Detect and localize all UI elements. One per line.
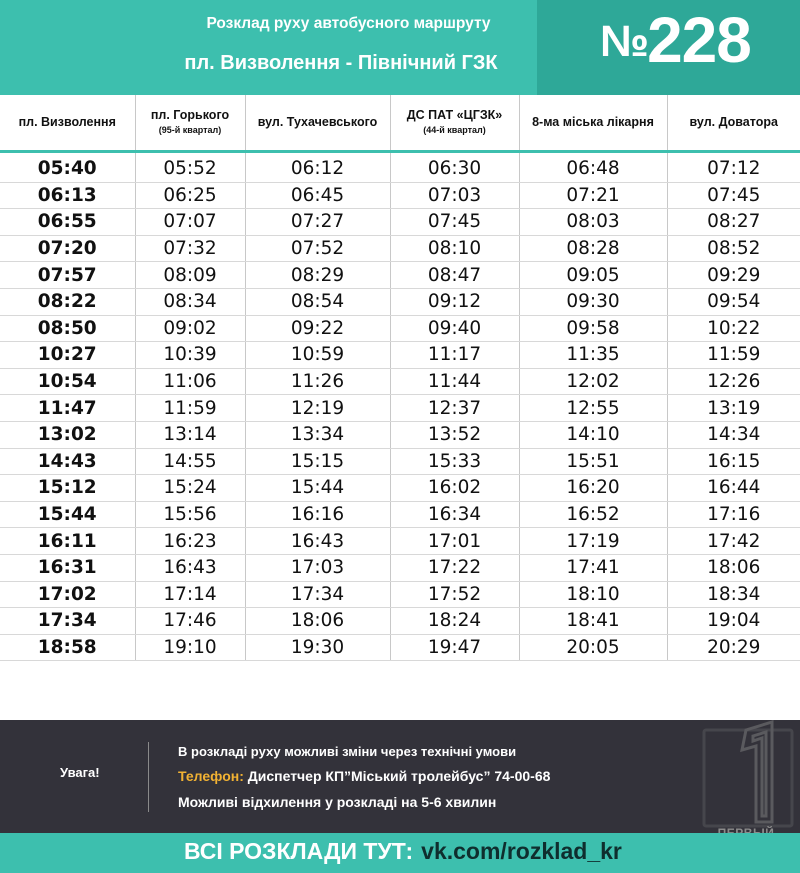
stop-time-cell: 07:27	[245, 209, 390, 236]
schedule-header	[0, 95, 800, 152]
stop-time-cell: 12:02	[519, 368, 667, 395]
departure-time-cell: 07:57	[0, 262, 135, 289]
stop-time-cell: 08:28	[519, 235, 667, 262]
route-number	[600, 4, 751, 76]
stop-time-cell: 17:14	[135, 581, 245, 608]
stop-time-cell: 08:03	[519, 209, 667, 236]
stop-time-cell: 08:52	[667, 235, 800, 262]
stop-time-cell: 14:34	[667, 421, 800, 448]
table-row	[0, 209, 800, 236]
stop-time-cell: 18:24	[390, 608, 519, 635]
stop-time-cell: 06:25	[135, 182, 245, 209]
stop-time-cell: 15:15	[245, 448, 390, 475]
stop-time-cell: 11:59	[667, 342, 800, 369]
footer-label: ВСІ РОЗКЛАДИ ТУТ:	[184, 838, 414, 864]
departure-time-cell: 17:02	[0, 581, 135, 608]
notice-line-phone	[178, 768, 550, 784]
stop-time-cell: 18:10	[519, 581, 667, 608]
stop-time-cell: 09:05	[519, 262, 667, 289]
stop-time-cell: 08:27	[667, 209, 800, 236]
column-header	[0, 95, 135, 152]
stop-time-cell: 09:22	[245, 315, 390, 342]
phone-text: Диспетчер КП”Міський тролейбус” 74-00-68	[243, 768, 551, 784]
stop-time-cell: 07:21	[519, 182, 667, 209]
column-header-name: ДС ПАТ «ЦГЗК»	[406, 108, 503, 123]
table-row	[0, 368, 800, 395]
route-number-value: 228	[647, 4, 751, 76]
table-row	[0, 315, 800, 342]
departure-time-cell: 16:11	[0, 528, 135, 555]
departure-time-cell: 06:13	[0, 182, 135, 209]
stop-time-cell: 10:22	[667, 315, 800, 342]
table-row	[0, 501, 800, 528]
departure-time-cell: 06:55	[0, 209, 135, 236]
departure-time-cell: 08:50	[0, 315, 135, 342]
table-row	[0, 342, 800, 369]
stop-time-cell: 17:41	[519, 554, 667, 581]
stop-time-cell: 16:23	[135, 528, 245, 555]
stop-time-cell: 07:03	[390, 182, 519, 209]
departure-time-cell: 11:47	[0, 395, 135, 422]
table-row	[0, 262, 800, 289]
column-header	[390, 95, 519, 152]
departure-time-cell: 18:58	[0, 634, 135, 661]
stop-time-cell: 14:10	[519, 421, 667, 448]
stop-time-cell: 15:51	[519, 448, 667, 475]
table-row	[0, 448, 800, 475]
stop-time-cell: 19:10	[135, 634, 245, 661]
header-row	[0, 95, 800, 152]
departure-time-cell: 13:02	[0, 421, 135, 448]
stop-time-cell: 16:44	[667, 475, 800, 502]
column-header-name: вул. Доватора	[689, 114, 778, 129]
stop-time-cell: 20:05	[519, 634, 667, 661]
stop-time-cell: 09:40	[390, 315, 519, 342]
stop-time-cell: 16:43	[135, 554, 245, 581]
column-header-subtitle: (44-й квартал)	[423, 124, 486, 135]
column-header	[667, 95, 800, 152]
stop-time-cell: 08:47	[390, 262, 519, 289]
stop-time-cell: 17:52	[390, 581, 519, 608]
stop-time-cell: 16:15	[667, 448, 800, 475]
stop-time-cell: 18:06	[667, 554, 800, 581]
stop-time-cell: 11:17	[390, 342, 519, 369]
footer-bar	[0, 833, 800, 873]
stop-time-cell: 08:29	[245, 262, 390, 289]
stop-time-cell: 06:12	[245, 152, 390, 183]
table-row	[0, 475, 800, 502]
stop-time-cell: 19:30	[245, 634, 390, 661]
stop-time-cell: 19:47	[390, 634, 519, 661]
stop-time-cell: 10:39	[135, 342, 245, 369]
stop-time-cell: 08:34	[135, 288, 245, 315]
stop-time-cell: 17:22	[390, 554, 519, 581]
warning-label: Увага!	[60, 765, 100, 780]
column-header-name: 8-ма міська лікарня	[532, 114, 654, 129]
column-header-subtitle: (95-й квартал)	[158, 124, 222, 135]
departure-time-cell: 05:40	[0, 152, 135, 183]
stop-time-cell: 09:29	[667, 262, 800, 289]
table-row	[0, 288, 800, 315]
stop-time-cell: 12:55	[519, 395, 667, 422]
stop-time-cell: 06:48	[519, 152, 667, 183]
stop-time-cell: 11:06	[135, 368, 245, 395]
column-header-name: вул. Тухачевського	[257, 114, 378, 129]
departure-time-cell: 07:20	[0, 235, 135, 262]
stop-time-cell: 09:58	[519, 315, 667, 342]
stop-time-cell: 16:16	[245, 501, 390, 528]
table-row	[0, 421, 800, 448]
stop-time-cell: 07:12	[667, 152, 800, 183]
notice-panel	[0, 720, 800, 833]
stop-time-cell: 08:10	[390, 235, 519, 262]
stop-time-cell: 17:03	[245, 554, 390, 581]
phone-label: Телефон:	[178, 768, 244, 784]
stop-time-cell: 19:04	[667, 608, 800, 635]
stop-time-cell: 10:59	[245, 342, 390, 369]
number-sign: №	[600, 17, 648, 66]
stop-time-cell: 07:07	[135, 209, 245, 236]
route-title: пл. Визволення - Північний ГЗК	[184, 52, 498, 74]
stop-time-cell: 18:06	[245, 608, 390, 635]
stop-time-cell: 12:19	[245, 395, 390, 422]
stop-time-cell: 15:56	[135, 501, 245, 528]
stop-time-cell: 13:19	[667, 395, 800, 422]
stop-time-cell: 12:26	[667, 368, 800, 395]
stop-time-cell: 07:45	[667, 182, 800, 209]
departure-time-cell: 17:34	[0, 608, 135, 635]
stop-time-cell: 16:43	[245, 528, 390, 555]
stop-time-cell: 06:45	[245, 182, 390, 209]
stop-time-cell: 17:19	[519, 528, 667, 555]
stop-time-cell: 07:52	[245, 235, 390, 262]
stop-time-cell: 17:42	[667, 528, 800, 555]
schedule-body	[0, 152, 800, 661]
stop-time-cell: 09:02	[135, 315, 245, 342]
departure-time-cell: 10:27	[0, 342, 135, 369]
stop-time-cell: 17:01	[390, 528, 519, 555]
stop-time-cell: 20:29	[667, 634, 800, 661]
stop-time-cell: 16:20	[519, 475, 667, 502]
stop-time-cell: 17:46	[135, 608, 245, 635]
table-row	[0, 528, 800, 555]
departure-time-cell: 15:44	[0, 501, 135, 528]
departure-time-cell: 10:54	[0, 368, 135, 395]
table-row	[0, 395, 800, 422]
column-header-name: пл. Горького	[150, 108, 230, 123]
table-row	[0, 235, 800, 262]
stop-time-cell: 13:34	[245, 421, 390, 448]
stop-time-cell: 16:02	[390, 475, 519, 502]
stop-time-cell: 13:52	[390, 421, 519, 448]
stop-time-cell: 16:52	[519, 501, 667, 528]
column-header	[135, 95, 245, 152]
table-row	[0, 554, 800, 581]
stop-time-cell: 15:24	[135, 475, 245, 502]
departure-time-cell: 08:22	[0, 288, 135, 315]
column-header	[519, 95, 667, 152]
stop-time-cell: 18:41	[519, 608, 667, 635]
table-row	[0, 581, 800, 608]
stop-time-cell: 12:37	[390, 395, 519, 422]
table-row	[0, 634, 800, 661]
stop-time-cell: 18:34	[667, 581, 800, 608]
departure-time-cell: 14:43	[0, 448, 135, 475]
stop-time-cell: 11:26	[245, 368, 390, 395]
stop-time-cell: 09:30	[519, 288, 667, 315]
table-row	[0, 182, 800, 209]
stop-time-cell: 13:14	[135, 421, 245, 448]
stop-time-cell: 09:54	[667, 288, 800, 315]
header	[0, 0, 800, 95]
stop-time-cell: 15:33	[390, 448, 519, 475]
stop-time-cell: 06:30	[390, 152, 519, 183]
stop-time-cell: 11:59	[135, 395, 245, 422]
stop-time-cell: 07:45	[390, 209, 519, 236]
stop-time-cell: 07:32	[135, 235, 245, 262]
footer-text	[184, 838, 622, 865]
stop-time-cell: 16:34	[390, 501, 519, 528]
departure-time-cell: 15:12	[0, 475, 135, 502]
stop-time-cell: 15:44	[245, 475, 390, 502]
notice-line-deviation: Можливі відхилення у розкладі на 5-6 хвилин	[178, 794, 497, 810]
column-header-name: пл. Визволення	[18, 114, 116, 129]
notice-divider	[148, 742, 149, 812]
table-row	[0, 152, 800, 183]
departure-time-cell: 16:31	[0, 554, 135, 581]
column-header	[245, 95, 390, 152]
stop-time-cell: 14:55	[135, 448, 245, 475]
schedule-table	[0, 95, 800, 661]
stop-time-cell: 08:09	[135, 262, 245, 289]
stop-time-cell: 08:54	[245, 288, 390, 315]
stop-time-cell: 11:44	[390, 368, 519, 395]
stop-time-cell: 17:16	[667, 501, 800, 528]
stop-time-cell: 09:12	[390, 288, 519, 315]
schedules-link[interactable]: vk.com/rozklad_kr	[421, 838, 622, 864]
header-subtitle: Розклад руху автобусного маршруту	[206, 15, 491, 32]
stop-time-cell: 05:52	[135, 152, 245, 183]
stop-time-cell: 17:34	[245, 581, 390, 608]
table-row	[0, 608, 800, 635]
stop-time-cell: 11:35	[519, 342, 667, 369]
notice-line-changes: В розкладі руху можливі зміни через технічні умови	[178, 744, 517, 759]
